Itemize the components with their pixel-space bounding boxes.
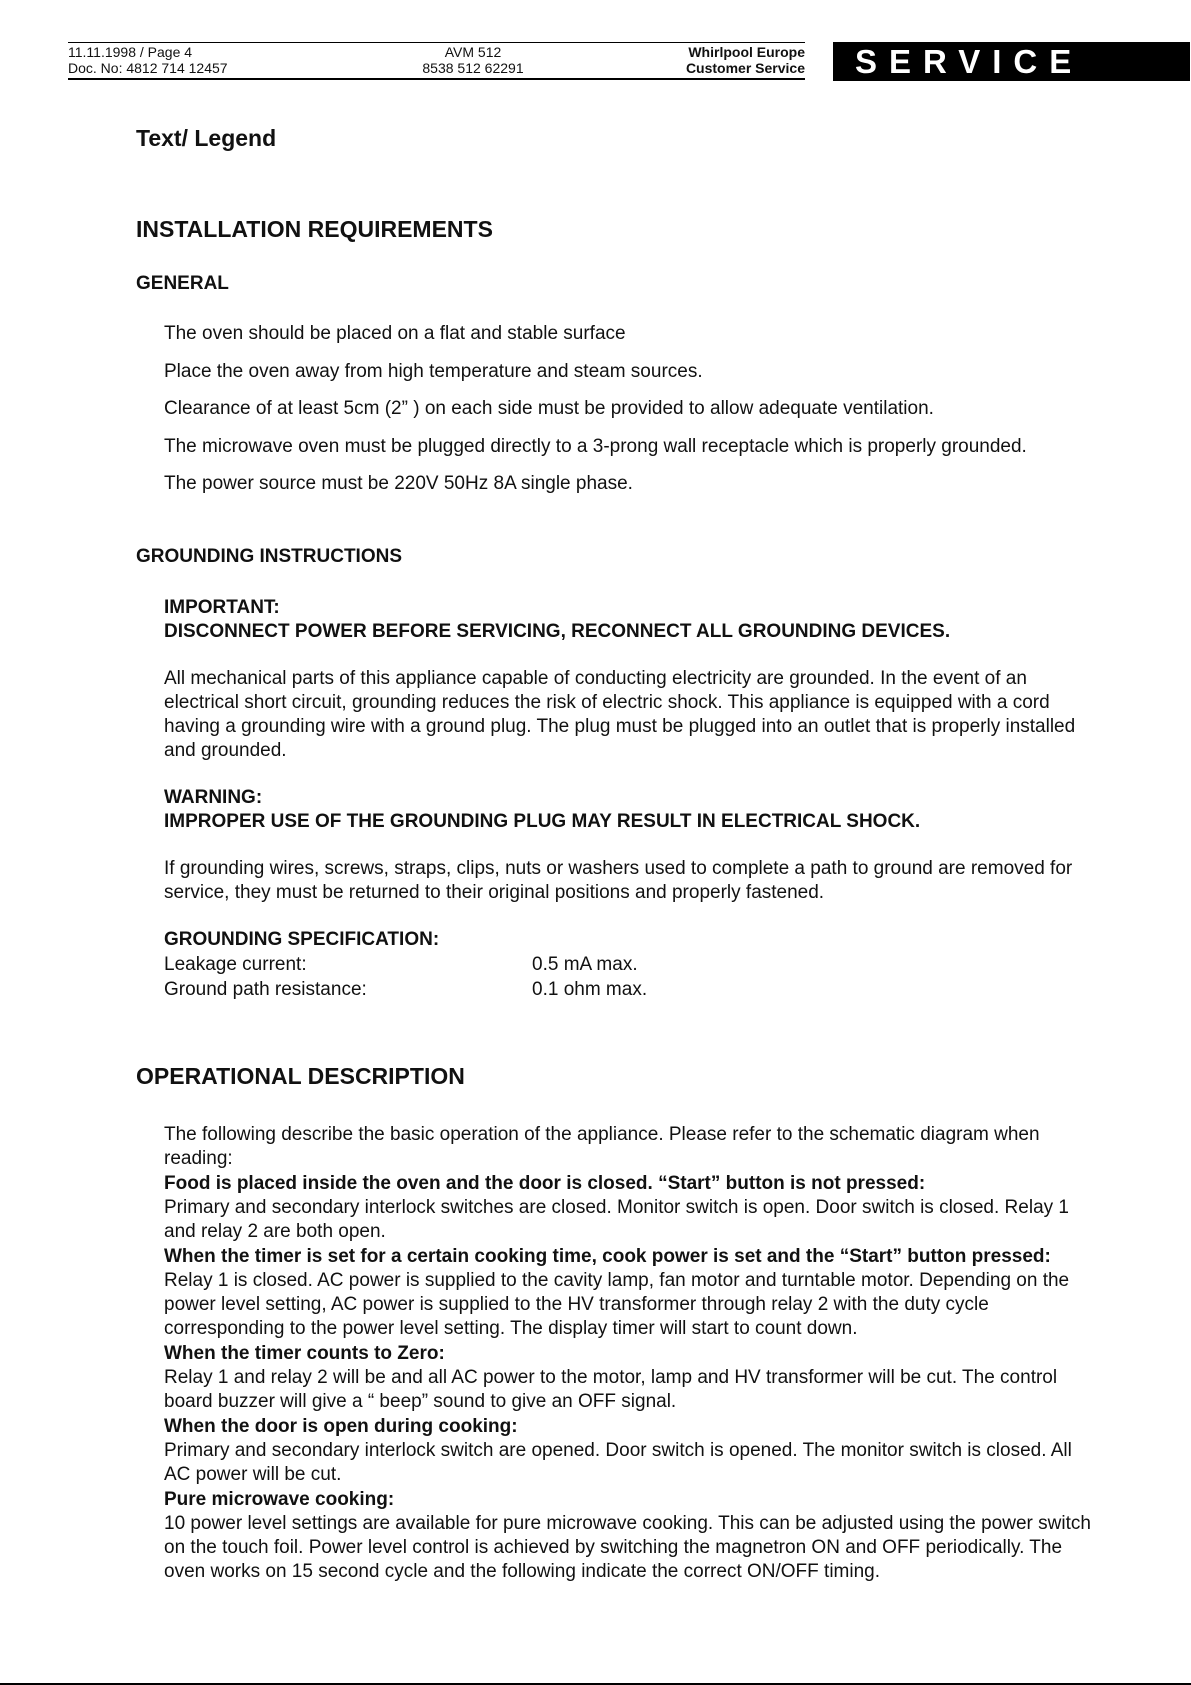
operational-intro-line: reading: xyxy=(164,1148,233,1169)
operation-line: board buzzer will give a “ beep” sound to give an OFF signal. xyxy=(164,1391,677,1412)
grounding-paragraph-line: and grounded. xyxy=(164,740,287,761)
operation-line: Primary and secondary interlock switch are opened. Door switch is opened. The monitor switch is closed. All xyxy=(164,1440,1072,1461)
operation-heading: Food is placed inside the oven and the door is closed. “Start” button is not pressed: xyxy=(164,1173,926,1194)
operation-line: and relay 2 are both open. xyxy=(164,1221,386,1242)
header-doc-no: Doc. No: 4812 714 12457 xyxy=(68,60,228,76)
spec-value: 0.5 mA max. xyxy=(532,954,638,975)
grounding-paragraph-line: having a grounding wire with a ground plug. The plug must be plugged into an outlet that is properly installed xyxy=(164,716,1076,737)
warning-text: IMPROPER USE OF THE GROUNDING PLUG MAY RESULT IN ELECTRICAL SHOCK. xyxy=(164,811,921,832)
operation-line: Primary and secondary interlock switches are closed. Monitor switch is open. Door switch is closed. Relay 1 xyxy=(164,1197,1069,1218)
header-department: Customer Service xyxy=(685,60,805,76)
operation-line: corresponding to the power level setting. The display timer will start to count down. xyxy=(164,1318,858,1339)
installation-item: The power source must be 220V 50Hz 8A single phase. xyxy=(164,473,633,494)
grounding-paragraph-line: All mechanical parts of this appliance capable of conducting electricity are grounded. In the event of an xyxy=(164,668,1027,689)
header-date-page: 11.11.1998 / Page 4 xyxy=(68,44,193,60)
operation-heading: When the timer is set for a certain cooking time, cook power is set and the “Start” button pressed: xyxy=(164,1246,1051,1267)
operation-line: oven works on 15 second cycle and the following indicate the correct ON/OFF timing. xyxy=(164,1561,881,1582)
header-model-code: 8538 512 62291 xyxy=(422,60,524,76)
operation-heading: Pure microwave cooking: xyxy=(164,1489,395,1510)
installation-item: Clearance of at least 5cm (2” ) on each side must be provided to allow adequate ventilation. xyxy=(164,398,934,419)
header-company: Whirlpool Europe xyxy=(688,44,805,60)
operation-line: on the touch foil. Power level control is achieved by switching the magnetron ON and OFF periodically. The xyxy=(164,1537,1063,1558)
grounding-title: GROUNDING INSTRUCTIONS xyxy=(136,546,402,567)
service-banner: SERVICE xyxy=(833,42,1190,81)
operation-line: 10 power level settings are available for pure microwave cooking. This can be adjusted using the power switch xyxy=(164,1513,1091,1534)
operation-heading: When the timer counts to Zero: xyxy=(164,1343,445,1364)
spec-value: 0.1 ohm max. xyxy=(532,979,648,1000)
installation-item: The oven should be placed on a flat and stable surface xyxy=(164,323,626,344)
spec-label: Ground path resistance: xyxy=(164,979,367,1000)
grounding-paragraph-line: electrical short circuit, grounding reduces the risk of electric shock. This appliance is equipped with a cord xyxy=(164,692,1050,713)
installation-title: INSTALLATION REQUIREMENTS xyxy=(136,216,493,242)
installation-item: Place the oven away from high temperature and steam sources. xyxy=(164,361,703,382)
spec-label: Leakage current: xyxy=(164,954,307,975)
operation-line: Relay 1 and relay 2 will be and all AC power to the motor, lamp and HV transformer will be cut. The control xyxy=(164,1367,1058,1388)
page-header xyxy=(68,42,805,80)
important-text: DISCONNECT POWER BEFORE SERVICING, RECONNECT ALL GROUNDING DEVICES. xyxy=(164,621,951,642)
legend-title: Text/ Legend xyxy=(136,125,277,151)
operation-line: AC power will be cut. xyxy=(164,1464,342,1485)
general-title: GENERAL xyxy=(136,273,229,294)
operation-line: Relay 1 is closed. AC power is supplied to the cavity lamp, fan motor and turntable motor. Depending on the xyxy=(164,1270,1070,1291)
important-label: IMPORTANT: xyxy=(164,597,280,618)
operational-title: OPERATIONAL DESCRIPTION xyxy=(136,1063,465,1089)
spec-title: GROUNDING SPECIFICATION: xyxy=(164,929,440,950)
installation-item: The microwave oven must be plugged directly to a 3-prong wall receptacle which is properly grounded. xyxy=(164,436,1027,457)
service-paragraph-line: service, they must be returned to their original positions and properly fastened. xyxy=(164,882,825,903)
operation-heading: When the door is open during cooking: xyxy=(164,1416,518,1437)
header-model: AVM 512 xyxy=(444,44,502,60)
service-paragraph-line: If grounding wires, screws, straps, clips, nuts or washers used to complete a path to ground are removed for xyxy=(164,858,1073,879)
operational-intro-line: The following describe the basic operation of the appliance. Please refer to the schematic diagram when xyxy=(164,1124,1040,1145)
operation-line: power level setting, AC power is supplied to the HV transformer through relay 2 with the duty cycle xyxy=(164,1294,989,1315)
warning-label: WARNING: xyxy=(164,787,263,808)
